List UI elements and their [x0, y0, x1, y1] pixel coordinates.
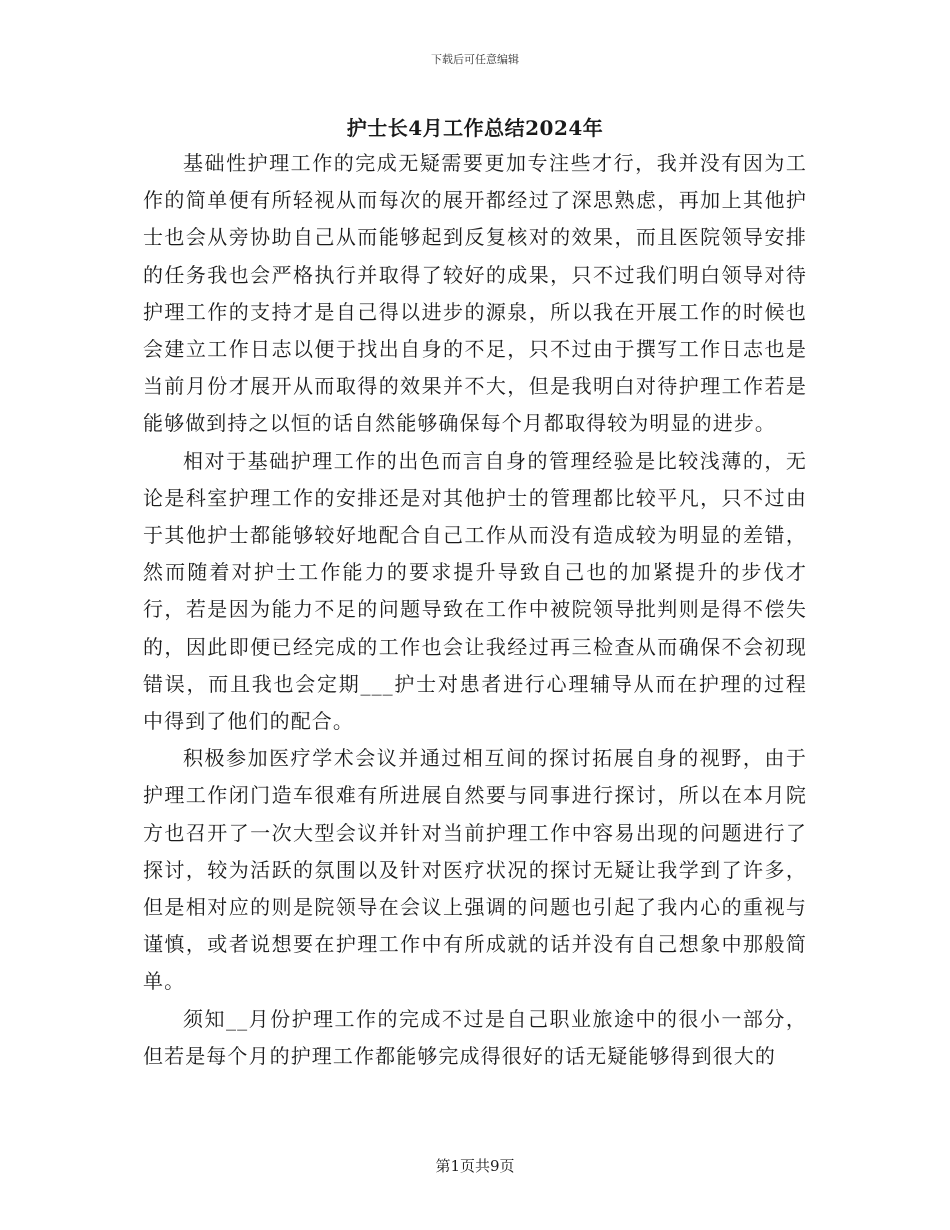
- document-title: 护士长4月工作总结2024年: [346, 116, 604, 140]
- page-header-note: 下载后可任意编辑: [431, 53, 519, 66]
- page-number-footer: 第1页共9页: [435, 1157, 515, 1175]
- paragraph-3: 积极参加医疗学术会议并通过相互间的探讨拓展自身的视野，由于护理工作闭门造车很难有所进展自然要与同事进行探讨，所以在本月院方也召开了一次大型会议并针对当前护理工作中容易出现的问题进行了探讨，较为活跃的氛围以及针对医疗状况的探讨无疑让我学到了许多，但是相对应的则是院领导在会议上强调的问题也引起了我内心的重视与谨慎，或者说想要在护理工作中有所成就的话并没有自己想象中那般简单。: [143, 746, 807, 994]
- paragraph-1: 基础性护理工作的完成无疑需要更加专注些才行，我并没有因为工作的简单便有所轻视从而每次的展开都经过了深思熟虑，再加上其他护士也会从旁协助自己从而能够起到反复核对的效果，而且医院领导安排的任务我也会严格执行并取得了较好的成果，只不过我们明白领导对待护理工作的支持才是自己得以进步的源泉，所以我在开展工作的时候也会建立工作日志以便于找出自身的不足，只不过由于撰写工作日志也是当前月份才展开从而取得的效果并不大，但是我明白对待护理工作若是能够做到持之以恒的话自然能够确保每个月都取得较为明显的进步。: [143, 151, 807, 436]
- paragraph-2: 相对于基础护理工作的出色而言自身的管理经验是比较浅薄的，无论是科室护理工作的安排还是对其他护士的管理都比较平凡，只不过由于其他护士都能够较好地配合自己工作从而没有造成较为明显的差错，然而随着对护士工作能力的要求提升导致自己也的加紧提升的步伐才行，若是因为能力不足的问题导致在工作中被院领导批判则是得不偿失的，因此即便已经完成的工作也会让我经过再三检查从而确保不会初现错误，而且我也会定期___护士对患者进行心理辅导从而在护理的过程中得到了他们的配合。: [143, 448, 807, 734]
- paragraph-4: 须知__月份护理工作的完成不过是自己职业旅途中的很小一部分，但若是每个月的护理工作都能够完成得很好的话无疑能够得到很大的: [143, 1006, 807, 1068]
- document-body: [143, 145, 807, 1075]
